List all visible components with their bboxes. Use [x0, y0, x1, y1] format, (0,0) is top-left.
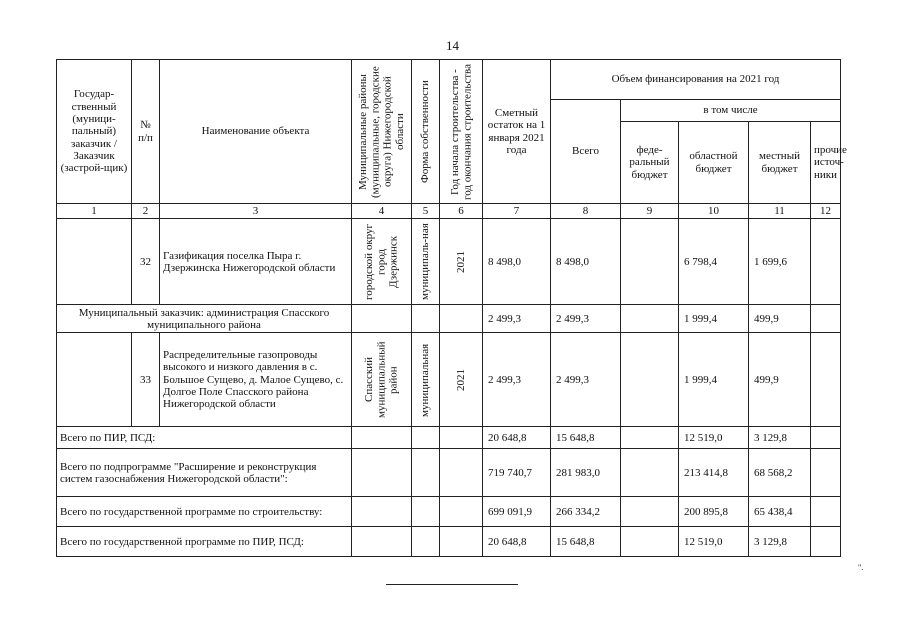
total-pir-regional: 12 519,0 — [679, 427, 749, 449]
table-row-total-pir — [57, 427, 841, 449]
total-pir-label: Всего по ПИР, ПСД: — [57, 427, 352, 449]
row-33-municipality: Спасский муниципальный район — [352, 333, 412, 427]
total-subprogram-other — [811, 449, 841, 497]
customer-spassky-balance: 2 499,3 — [483, 305, 551, 333]
header-ownership: Форма собственности — [412, 60, 440, 204]
customer-spassky-total: 2 499,3 — [551, 305, 621, 333]
table-row-33 — [57, 333, 841, 427]
customer-spassky-other — [811, 305, 841, 333]
row-32-regional: 6 798,4 — [679, 219, 749, 305]
table-row-customer-spassky — [57, 305, 841, 333]
customer-spassky-label: Муниципальный заказчик: администрация Спасского муниципального района — [57, 305, 352, 333]
row-33-year: 2021 — [440, 333, 483, 427]
column-number: 11 — [749, 204, 811, 219]
column-number: 6 — [440, 204, 483, 219]
total-subprogram-year — [440, 449, 483, 497]
header-name: Наименование объекта — [160, 60, 352, 204]
footer-divider — [386, 584, 518, 585]
total-subprogram-municipality — [352, 449, 412, 497]
header-balance: Сметный остаток на 1 января 2021 года — [483, 60, 551, 204]
total-state-pir-federal — [621, 527, 679, 557]
column-number: 8 — [551, 204, 621, 219]
row-33-federal — [621, 333, 679, 427]
column-number: 10 — [679, 204, 749, 219]
row-32-ownership: муниципаль-ная — [412, 219, 440, 305]
financing-table — [56, 59, 847, 557]
total-state-construction-total: 266 334,2 — [551, 497, 621, 527]
header-federal: феде-ральный бюджет — [621, 122, 679, 204]
header-including: в том числе — [621, 100, 841, 122]
header-financing: Объем финансирования на 2021 год — [551, 60, 841, 100]
total-subprogram-ownership — [412, 449, 440, 497]
row-32-name: Газификация поселка Пыра г. Дзержинска Нижегородской области — [160, 219, 352, 305]
total-subprogram-balance: 719 740,7 — [483, 449, 551, 497]
customer-spassky-municipality — [352, 305, 412, 333]
total-state-pir-regional: 12 519,0 — [679, 527, 749, 557]
total-pir-ownership — [412, 427, 440, 449]
total-pir-municipality — [352, 427, 412, 449]
column-number: 12 — [811, 204, 841, 219]
row-32-total: 8 498,0 — [551, 219, 621, 305]
header-local: местный бюджет — [749, 122, 811, 204]
row-32-municipality: городской округ город Дзержинск — [352, 219, 412, 305]
row-32-year: 2021 — [440, 219, 483, 305]
total-state-pir-balance: 20 648,8 — [483, 527, 551, 557]
total-subprogram-regional: 213 414,8 — [679, 449, 749, 497]
total-state-construction-year — [440, 497, 483, 527]
header-years: Год начала строительства - год окончания строительства — [440, 60, 483, 204]
customer-spassky-regional: 1 999,4 — [679, 305, 749, 333]
total-pir-total: 15 648,8 — [551, 427, 621, 449]
total-subprogram-label: Всего по подпрограмме "Расширение и реконструкция систем газоснабжения Нижегородской области": — [57, 449, 352, 497]
row-33-local: 499,9 — [749, 333, 811, 427]
column-number: 3 — [160, 204, 352, 219]
row-32-customer — [57, 219, 132, 305]
customer-spassky-ownership — [412, 305, 440, 333]
column-number: 9 — [621, 204, 679, 219]
total-state-construction-label: Всего по государственной программе по строительству: — [57, 497, 352, 527]
total-state-pir-label: Всего по государственной программе по ПИР, ПСД: — [57, 527, 352, 557]
row-33-other — [811, 333, 841, 427]
total-state-construction-other — [811, 497, 841, 527]
table-row-total-state-construction — [57, 497, 841, 527]
customer-spassky-year — [440, 305, 483, 333]
total-subprogram-federal — [621, 449, 679, 497]
total-state-construction-regional: 200 895,8 — [679, 497, 749, 527]
row-33-num: 33 — [132, 333, 160, 427]
total-pir-balance: 20 648,8 — [483, 427, 551, 449]
header-num: № п/п — [132, 60, 160, 204]
page-number: 14 — [446, 38, 459, 53]
total-state-construction-local: 65 438,4 — [749, 497, 811, 527]
closing-quote-mark: ". — [858, 563, 864, 572]
column-number: 4 — [352, 204, 412, 219]
total-pir-other — [811, 427, 841, 449]
header-customer: Государ-ственный (муници-пальный) заказчик / Заказчик (застрой-щик) — [57, 60, 132, 204]
total-subprogram-total: 281 983,0 — [551, 449, 621, 497]
total-state-pir-ownership — [412, 527, 440, 557]
header-municipality: Муниципальные районы (муниципальные, городские округа) Нижегородской области — [352, 60, 412, 204]
column-number: 2 — [132, 204, 160, 219]
column-number: 1 — [57, 204, 132, 219]
column-number: 7 — [483, 204, 551, 219]
table-row-32 — [57, 219, 841, 305]
row-33-customer — [57, 333, 132, 427]
total-state-construction-federal — [621, 497, 679, 527]
total-state-construction-balance: 699 091,9 — [483, 497, 551, 527]
row-33-ownership: муниципальная — [412, 333, 440, 427]
row-33-balance: 2 499,3 — [483, 333, 551, 427]
header-regional: областной бюджет — [679, 122, 749, 204]
customer-spassky-federal — [621, 305, 679, 333]
total-state-pir-other — [811, 527, 841, 557]
total-pir-federal — [621, 427, 679, 449]
row-33-total: 2 499,3 — [551, 333, 621, 427]
row-32-federal — [621, 219, 679, 305]
total-state-construction-ownership — [412, 497, 440, 527]
total-state-pir-municipality — [352, 527, 412, 557]
total-state-pir-total: 15 648,8 — [551, 527, 621, 557]
table-row-total-state-pir — [57, 527, 841, 557]
row-33-name: Распределительные газопроводы высокого и низкого давления в с. Большое Сущево, д. Малое Сущево, с. Долгое Поле Спасского района Нижегородской области — [160, 333, 352, 427]
total-pir-local: 3 129,8 — [749, 427, 811, 449]
row-32-local: 1 699,6 — [749, 219, 811, 305]
total-state-pir-local: 3 129,8 — [749, 527, 811, 557]
total-state-construction-municipality — [352, 497, 412, 527]
header-other: прочие источ-ники — [811, 122, 841, 204]
customer-spassky-local: 499,9 — [749, 305, 811, 333]
header-row-1 — [57, 60, 841, 100]
row-32-num: 32 — [132, 219, 160, 305]
column-number: 5 — [412, 204, 440, 219]
header-total: Всего — [551, 100, 621, 204]
total-pir-year — [440, 427, 483, 449]
column-number-row — [57, 204, 841, 219]
total-state-pir-year — [440, 527, 483, 557]
table-row-total-subprogram — [57, 449, 841, 497]
row-32-balance: 8 498,0 — [483, 219, 551, 305]
row-33-regional: 1 999,4 — [679, 333, 749, 427]
row-32-other — [811, 219, 841, 305]
total-subprogram-local: 68 568,2 — [749, 449, 811, 497]
